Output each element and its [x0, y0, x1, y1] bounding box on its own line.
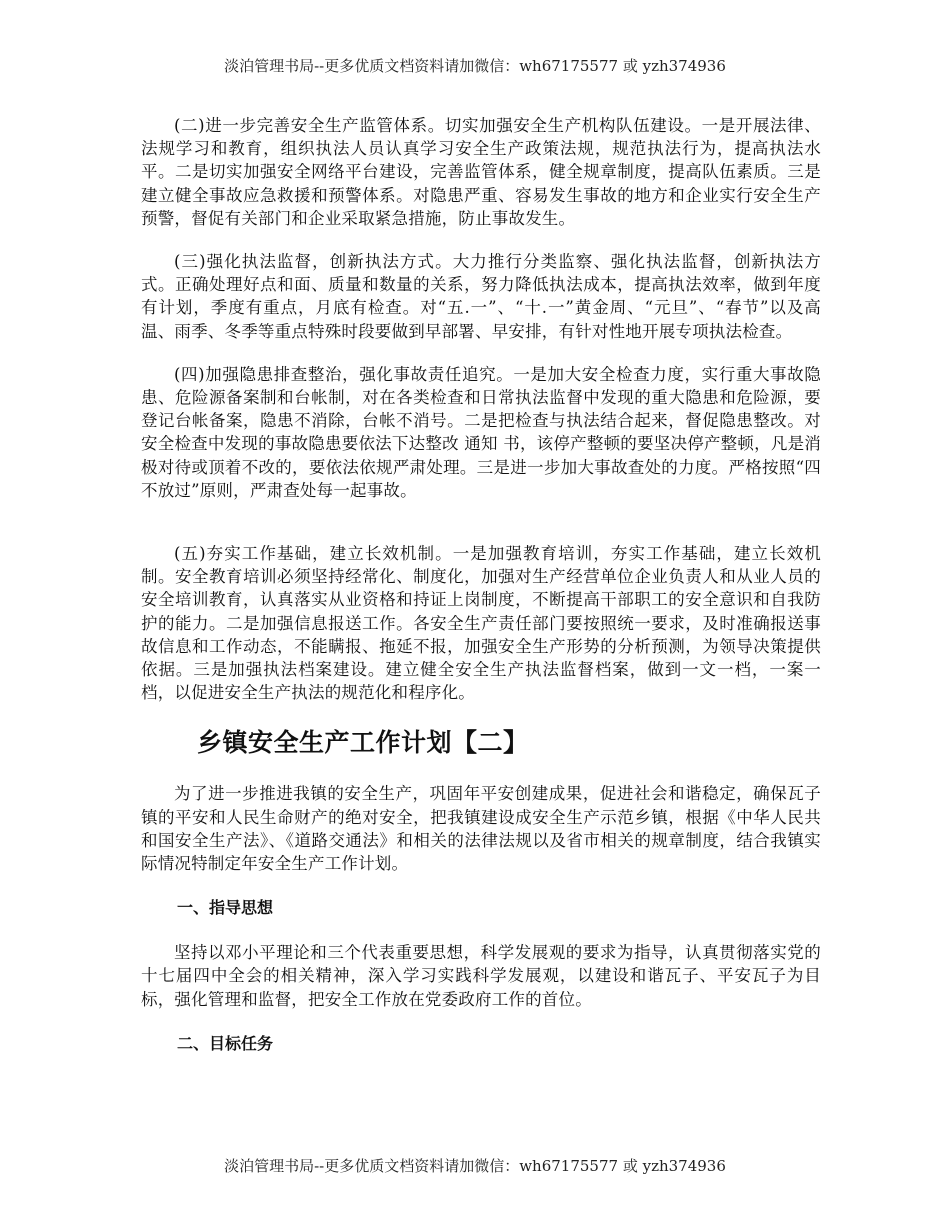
paragraph-2: (二)进一步完善安全生产监管体系。切实加强安全生产机构队伍建设。一是开展法律、法规学习和教育，组织执法人员认真学习安全生产政策法规，规范执法行为，提高执法水平。二是切实加强安全网络平台建设，完善监管体系，健全规章制度，提高队伍素质。三是建立健全事故应急救援和预警体系。对隐患严重、容易发生事故的地方和企业实行安全生产预警，督促有关部门和企业采取紧急措施，防止事故发生。 — [141, 116, 821, 228]
intro-paragraph: 为了进一步推进我镇的安全生产，巩固年平安创建成果，促进社会和谐稳定，确保瓦子镇的平安和人民生命财产的绝对安全，把我镇建设成安全生产示范乡镇，根据《中华人民共和国安全生产法》、《道路交通法》和相关的法律法规以及省市相关的规章制度，结合我镇实际情况特制定年安全生产工作计划。 — [141, 784, 821, 874]
guiding-paragraph: 坚持以邓小平理论和三个代表重要思想，科学发展观的要求为指导，认真贯彻落实党的十七届四中全会的相关精神，深入学习实践科学发展观，以建设和谐瓦子、平安瓦子为目标，强化管理和监督，把安全工作放在党委政府工作的首位。 — [141, 943, 821, 1009]
page-footer: 淡泊管理书局--更多优质文档资料请加微信：wh67175577 或 yzh374936 — [224, 1157, 726, 1175]
paragraph-3: (三)强化执法监督，创新执法方式。大力推行分类监察、强化执法监督，创新执法方式。正确处理好点和面、质量和数量的关系，努力降低执法成本，提高执法效率，做到年度有计划，季度有重点，月底有检查。对“五.一”、“十.一”黄金周、“元旦”、“春节”以及高温、雨季、冬季等重点特殊时段要做到早部署、早安排，有针对性地开展专项执法检查。 — [141, 252, 821, 341]
heading-guiding-principle: 一、指导思想 — [177, 898, 274, 918]
paragraph-5: (五)夯实工作基础，建立长效机制。一是加强教育培训，夯实工作基础，建立长效机制。安全教育培训必须坚持经常化、制度化，加强对生产经营单位企业负责人和从业人员的安全培训教育，认真落实从业资格和持证上岗制度，不断提高干部职工的安全意识和自我防护的能力。二是加强信息报送工作。各安全生产责任部门要按照统一要求，及时准确报送事故信息和工作动态，不能瞒报、拖延不报，加强安全生产形势的分析预测，为领导决策提供依据。三是加强执法档案建设。建立健全安全生产执法监督档案，做到一文一档，一案一档，以促进安全生产执法的规范化和程序化。 — [141, 544, 821, 703]
document-body — [141, 114, 821, 1055]
section-title: 乡镇安全生产工作计划【二】 — [197, 728, 529, 758]
page-header: 淡泊管理书局--更多优质文档资料请加微信：wh67175577 或 yzh374936 — [224, 57, 726, 75]
paragraph-4: (四)加强隐患排查整治，强化事故责任追究。一是加大安全检查力度，实行重大事故隐患、危险源备案制和台帐制，对在各类检查和日常执法监督中发现的重大隐患和危险源，要登记台帐备案，隐患不消除，台帐不消号。二是把检查与执法结合起来，督促隐患整改。对安全检查中发现的事故隐患要依法下达整改 通知 书，该停产整顿的要坚决停产整顿，凡是消极对待或顶着不改的，要依法依规严肃处理。三是进一步加大事故查处的力度。严格按照“四不放过”原则，严肃查处每一起事故。 — [141, 364, 821, 500]
heading-targets: 二、目标任务 — [177, 1033, 274, 1053]
